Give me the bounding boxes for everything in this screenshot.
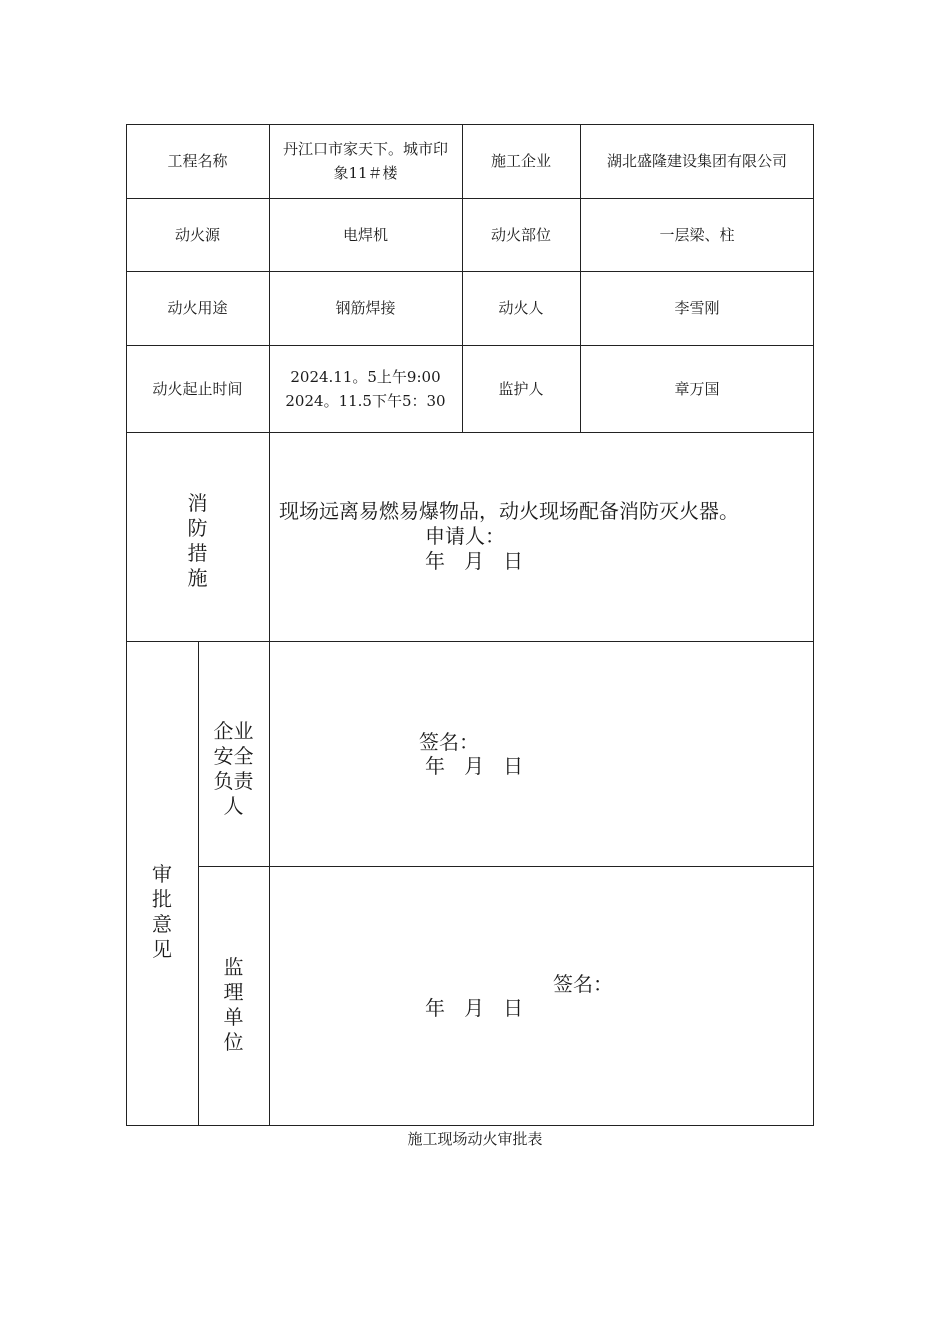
fire-person-value: 李雪刚 xyxy=(674,299,720,317)
safety-officer-date: 年 月 日 xyxy=(425,754,524,778)
guard-label: 监护人 xyxy=(498,379,544,398)
fire-location-value: 一层梁、柱 xyxy=(659,225,735,244)
safety-officer-label-cell xyxy=(198,641,269,866)
construction-company-value: 湖北盛隆建设集团有限公司 xyxy=(606,152,787,170)
fire-time-end: 2024。11.5下午5：30 xyxy=(285,391,446,410)
safety-officer-label: 企业安全负责人 xyxy=(213,718,254,818)
fire-time-label: 动火起止时间 xyxy=(152,379,243,398)
fire-time-value xyxy=(269,345,462,432)
guard-value: 章万国 xyxy=(674,379,720,398)
applicant-label: 申请人： xyxy=(425,524,505,548)
approval-label: 审批意见 xyxy=(152,861,172,961)
fire-purpose-value: 钢筋焊接 xyxy=(335,299,396,317)
fire-measures-label: 消防措施 xyxy=(187,490,208,590)
supervision-date: 年 月 日 xyxy=(425,996,524,1020)
approval-label-cell xyxy=(126,641,198,1126)
fire-measures-text: 现场远离易燃易爆物品，动火现场配备消防灭火器。 xyxy=(279,499,739,523)
row-divider xyxy=(198,866,814,867)
construction-company-label: 施工企业 xyxy=(490,152,551,170)
supervision-signature: 签名： xyxy=(553,972,613,996)
fire-source-value: 电焊机 xyxy=(342,225,388,244)
fire-time-start: 2024.11。5上午9:00 xyxy=(290,367,441,386)
fire-source-label: 动火源 xyxy=(174,225,220,244)
fire-location-label: 动火部位 xyxy=(490,225,551,244)
supervision-unit-label: 监理单位 xyxy=(223,955,244,1054)
project-name-value: 丹江口市家天下。城市印象11＃楼 xyxy=(283,140,449,182)
supervision-unit-label-cell xyxy=(198,866,269,1126)
safety-officer-signature: 签名： xyxy=(419,730,479,754)
form-caption: 施工现场动火审批表 xyxy=(407,1130,543,1148)
applicant-date: 年 月 日 xyxy=(425,549,524,573)
fire-purpose-label: 动火用途 xyxy=(167,299,228,317)
fire-person-label: 动火人 xyxy=(498,299,544,317)
fire-measures-label-cell xyxy=(126,432,269,641)
project-name-label: 工程名称 xyxy=(167,152,228,170)
